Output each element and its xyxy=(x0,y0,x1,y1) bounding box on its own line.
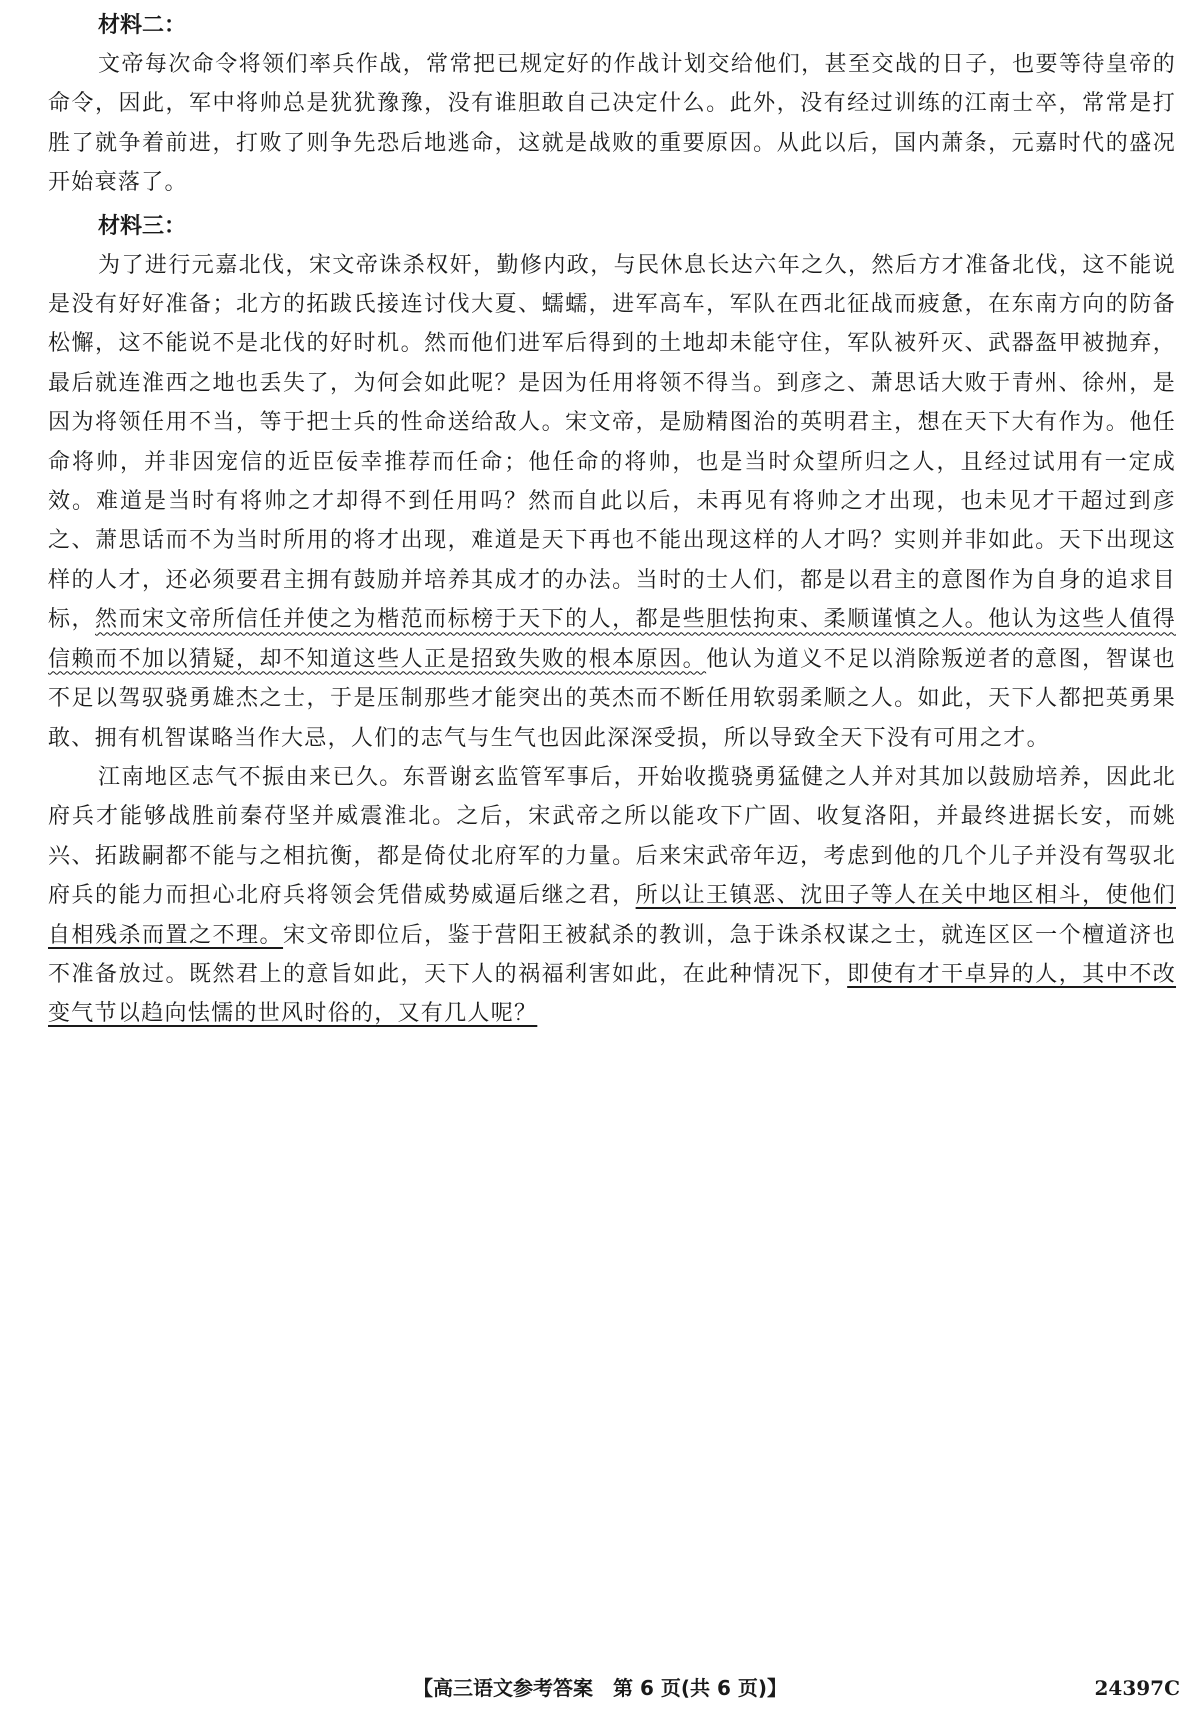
underlined-sentence: 所以让王镇恶、沈田子等人在关中地区相斗，使他们自相残杀而置之不理。 xyxy=(48,883,1176,948)
answer-page xyxy=(48,0,1176,1034)
page-footer xyxy=(0,1673,1200,1703)
underlined-sentence: 即使有才干卓异的人，其中不改变气节以趋向怯懦的世风时俗的，又有几人呢？ xyxy=(48,961,1177,1027)
wavy-underlined-sentence: 然而宋文帝所信任并使之为楷范而标榜于天下的人，都是些胆怯拘束、柔顺谨慎之人。他认为这些人值得信赖而不加以猜疑，却不知道这些人正是招致失败的根本原因。 xyxy=(48,607,1176,672)
material-2-heading: 材料二： xyxy=(98,13,187,38)
paragraph-text: 为了进行元嘉北伐，宋文帝诛杀权奸，勤修内政，与民休息长达六年之久，然后方才准备北伐，这不能说是没有好好准备；北方的拓跋氏接连讨伐大夏、蠕蠕，进军高车，军队在西北征战而疲惫，在东南方向的防备松懈，这不能说不是北伐的好时机。然而他们进军后得到的土地却未能守住，军队被歼灭、武器盔甲被抛弃，最后就连淮西之地也丢失了，为何会如此呢？是因为任用将领不得当。到彦之、萧思话大败于青州、徐州，是因为将领任用不当，等于把士兵的性命送给敌人。宋文帝，是励精图治的英明君主，想在天下大有作为。他任命将帅，并非因宠信的近臣佞幸推荐而任命；他任命的将帅，也是当时众望所归之人，且经过试用有一定成效。难道是当时有将帅之才却得不到任用吗？然而自此以后，未再见有将帅之才出现，也未见才干超过到彦之、萧思话而不为当时所用的将才出现，难道是天下再也不能出现这样的人才吗？实则并非如此。天下出现这样的人才，还必须要君主拥有鼓励并培养其成才的办法。当时的士人们，都是以君主的意图作为自身的追求目标， xyxy=(48,252,1176,633)
footer-page-label: 【高三语文参考答案 第 6 页(共 6 页)】 xyxy=(413,1676,787,1700)
material-3-paragraph-2 xyxy=(48,758,1176,1034)
paragraph-text: 他认为道义不足以消除叛逆者的意图，智谋也不足以驾驭骁勇雄杰之士，于是压制那些才能突出的英杰而不断任用软弱柔顺之人。如此，天下人都把英勇果敢、拥有机智谋略当作大忌，人们的志气与生气也因此深深受损，所以导致全天下没有可用之才。 xyxy=(48,646,1176,751)
paragraph-text: 江南地区志气不振由来已久。东晋谢玄监管军事后，开始收揽骁勇猛健之人并对其加以鼓励培养，因此北府兵才能够战胜前秦苻坚并威震淮北。之后，宋武帝之所以能攻下广固、收复洛阳，并最终进据长安，而姚兴、拓跋嗣都不能与之相抗衡，都是倚仗北府军的力量。后来宋武帝年迈，考虑到他的几个儿子并没有驾驭北府兵的能力而担心北府兵将领会凭借威势威逼后继之君， xyxy=(48,764,1176,909)
paragraph-text: 宋文帝即位后，鉴于营阳王被弑杀的教训，急于诛杀权谋之士，就连区区一个檀道济也不准备放过。既然君上的意旨如此，天下人的祸福利害如此，在此种情况下， xyxy=(48,922,1176,987)
material-2-paragraph: 文帝每次命令将领们率兵作战，常常把已规定好的作战计划交给他们，甚至交战的日子，也要等待皇帝的命令，因此，军中将帅总是犹犹豫豫，没有谁胆敢自己决定什么。此外，没有经过训练的江南士卒，常常是打胜了就争着前进，打败了则争先恐后地逃命，这就是战败的重要原因。从此以后，国内萧条，元嘉时代的盛况开始衰落了。 xyxy=(48,52,1176,196)
material-3-paragraph-1 xyxy=(48,246,1176,758)
footer-document-code: 24397C xyxy=(1094,1676,1180,1700)
material-3-heading: 材料三： xyxy=(98,213,187,239)
